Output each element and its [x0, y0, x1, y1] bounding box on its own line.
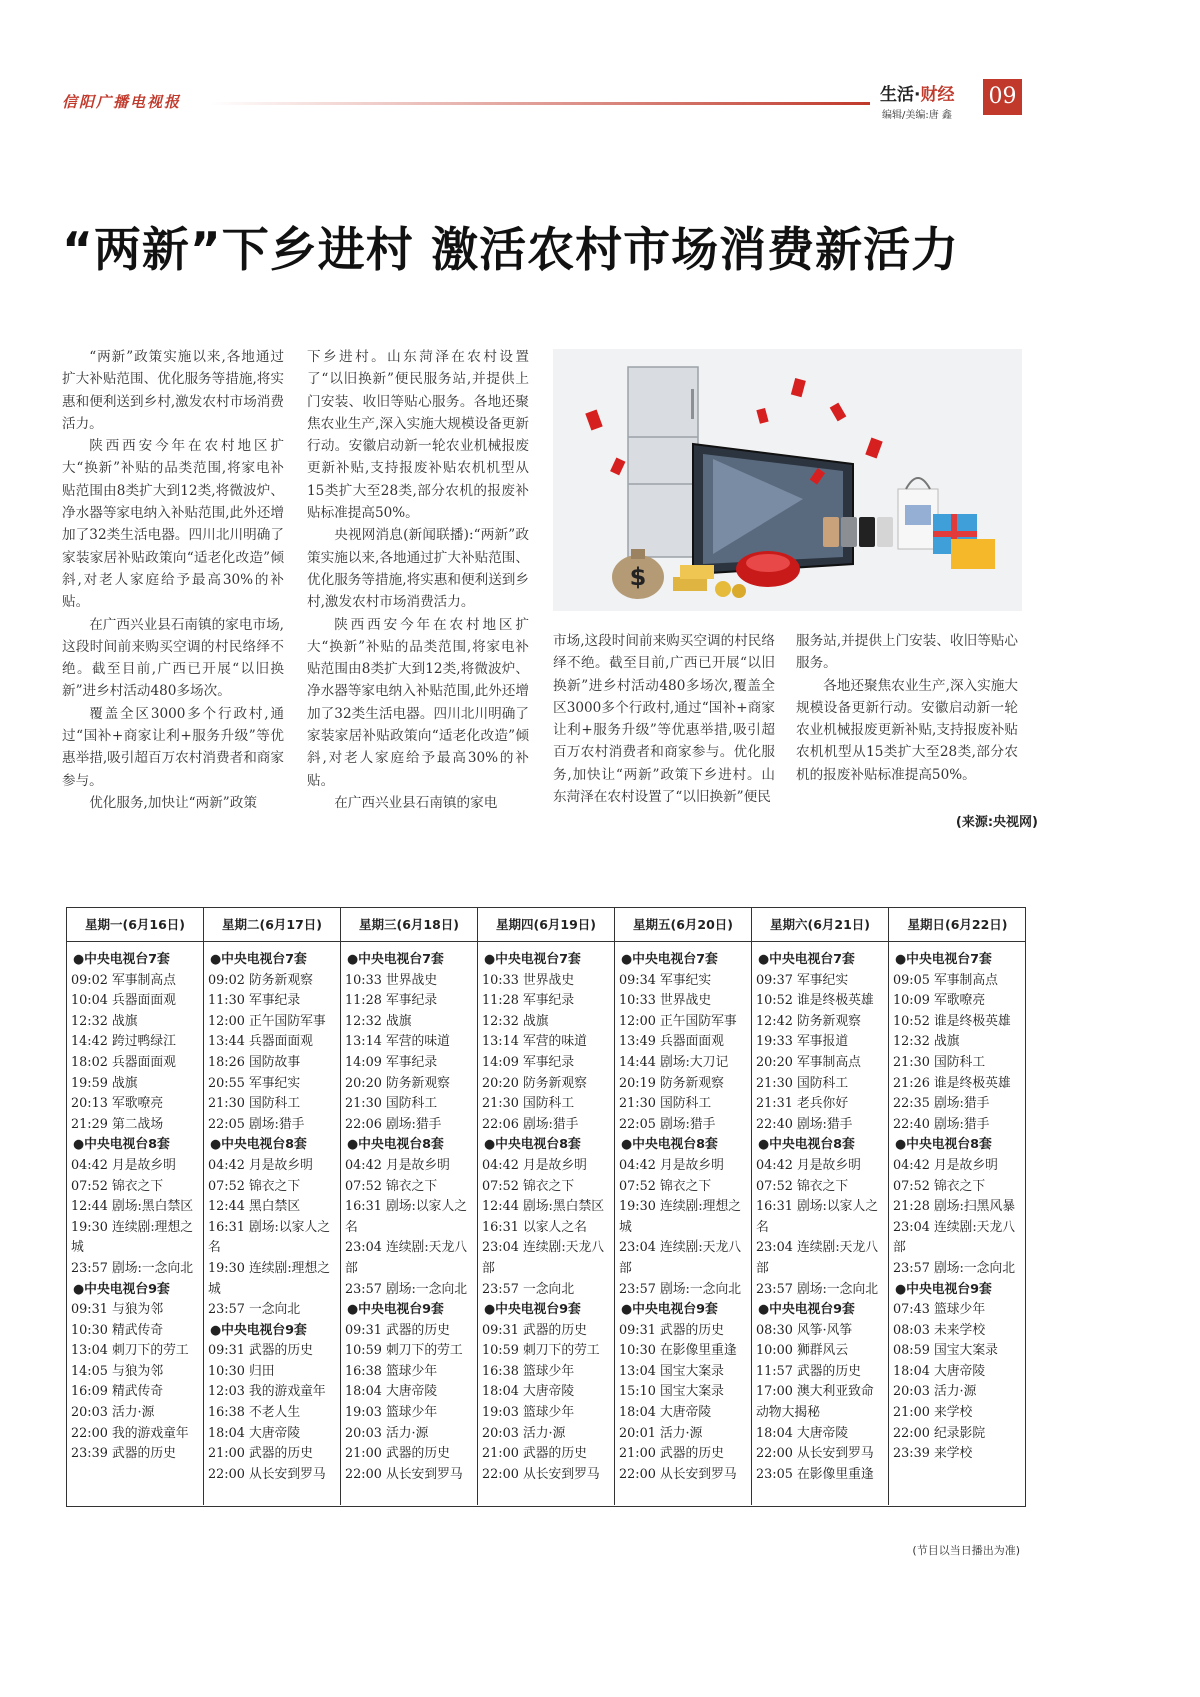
article-paragraph: 在广西兴业县石南镇的家电市场,这段时间前来购买空调的村民络绎不绝。截至目前,广西已开展“以旧换新”进乡村活动480多场次。: [62, 616, 284, 700]
program-listing: 12:42 防务新观察: [756, 1013, 861, 1029]
program-listing: 23:04 连续剧:天龙八部: [619, 1240, 742, 1276]
channel-name: ●中央电视台8套: [73, 1137, 170, 1153]
program-listing: 18:04 大唐帝陵: [893, 1363, 986, 1379]
program-listing: 09:37 军事纪实: [756, 972, 849, 988]
program-listing: 21:30 国防科工: [619, 1096, 712, 1112]
section-name-dot: ·: [914, 85, 921, 105]
program-listing: 23:04 连续剧:天龙八部: [345, 1240, 468, 1276]
program-listing: 11:28 军事纪录: [482, 993, 575, 1009]
program-listing: 20:03 活力·源: [893, 1384, 977, 1400]
program-listing: 09:34 军事纪实: [619, 972, 712, 988]
channel-name: ●中央电视台7套: [73, 952, 170, 967]
program-listing: 09:31 与狼为邻: [71, 1302, 164, 1318]
paper-name: 信阳广播电视报: [62, 93, 182, 111]
program-listing: 21:30 国防科工: [345, 1096, 438, 1112]
channel-name: ●中央电视台9套: [73, 1281, 170, 1297]
schedule-day-column: [204, 908, 341, 1505]
program-listing: 22:00 从长安到罗马: [208, 1466, 326, 1482]
program-listing: 04:42 月是故乡明: [71, 1157, 176, 1173]
article-paragraph: 服务站,并提供上门安装、收旧等贴心服务。: [796, 633, 1018, 672]
program-listing: 23:39 来学校: [893, 1446, 973, 1462]
svg-text:$: $: [629, 563, 647, 591]
channel-name: ●中央电视台7套: [895, 952, 992, 967]
program-listing: 10:30 精武传奇: [71, 1322, 164, 1338]
program-listing: 07:52 锦衣之下: [71, 1178, 164, 1194]
program-listing: 20:01 活力·源: [619, 1425, 703, 1441]
program-listing: 10:52 谁是终极英雄: [756, 993, 874, 1009]
program-listing: 20:55 军事纪实: [208, 1075, 301, 1091]
program-listing: 04:42 月是故乡明: [482, 1157, 587, 1173]
program-listing: 18:04 大唐帝陵: [345, 1384, 438, 1400]
program-listing: 22:00 从长安到罗马: [619, 1466, 737, 1482]
program-listing: 04:42 月是故乡明: [208, 1157, 313, 1173]
program-listing: 10:09 军歌嘹亮: [893, 993, 986, 1009]
program-listing: 19:30 连续剧:理想之城: [71, 1219, 194, 1256]
schedule-day-column: [341, 908, 478, 1505]
schedule-day-column: [67, 908, 204, 1505]
program-listing: 18:02 兵器面面观: [71, 1054, 176, 1070]
header-rule: [210, 102, 870, 105]
article-column-2: [307, 346, 529, 814]
program-listing: 13:44 兵器面面观: [208, 1034, 313, 1050]
program-listing: 16:31 剧场:以家人之名: [345, 1199, 468, 1235]
program-listing: 18:04 大唐帝陵: [619, 1405, 712, 1421]
program-listing: 07:52 锦衣之下: [756, 1178, 849, 1194]
schedule-day-column: [478, 908, 615, 1505]
program-listing: 22:40 剧场:猎手: [756, 1116, 853, 1132]
channel-name: ●中央电视台8套: [347, 1137, 444, 1153]
program-listing: 21:26 谁是终极英雄: [893, 1075, 1011, 1091]
program-listing: 14:09 军事纪录: [482, 1054, 575, 1070]
program-listing: 20:20 防务新观察: [482, 1075, 587, 1091]
program-listing: 10:30 在影像里重逢: [619, 1343, 737, 1359]
page-number: 09: [983, 79, 1022, 115]
program-listing: 18:04 大唐帝陵: [208, 1425, 301, 1441]
schedule-day-header: 星期日(6月22日): [889, 908, 1026, 942]
channel-name: ●中央电视台9套: [210, 1322, 307, 1338]
program-listing: 14:42 跨过鸭绿江: [71, 1034, 176, 1050]
channel-name: ●中央电视台7套: [484, 952, 581, 967]
program-listing: 19:03 篮球少年: [345, 1405, 438, 1421]
program-listing: 16:31 以家人之名: [482, 1219, 587, 1235]
article-paragraph: 央视网消息(新闻联播):“两新”政策实施以来,各地通过扩大补贴范围、优化服务等措施,将实惠和便利送到乡村,激发农村市场消费活力。: [307, 527, 529, 611]
program-listing: 09:02 军事制高点: [71, 972, 176, 988]
headline: “两新”下乡进村 激活农村市场消费新活力: [62, 223, 960, 278]
program-listing: 23:57 剧场:一念向北: [619, 1281, 742, 1297]
program-listing: 22:00 从长安到罗马: [345, 1466, 463, 1482]
program-listing: 18:04 大唐帝陵: [756, 1425, 849, 1441]
program-listing: 09:31 武器的历史: [208, 1343, 313, 1359]
program-listing: 11:28 军事纪录: [345, 993, 438, 1009]
program-listing: 13:04 刺刀下的劳工: [71, 1343, 189, 1359]
program-listing: 08:59 国宝大案录: [893, 1343, 998, 1359]
program-listing: 12:32 战旗: [345, 1013, 412, 1029]
program-listing: 21:00 武器的历史: [345, 1446, 450, 1462]
channel-name: ●中央电视台8套: [758, 1137, 855, 1153]
program-listing: 23:57 剧场:一念向北: [756, 1281, 879, 1297]
program-listing: 07:52 锦衣之下: [893, 1178, 986, 1194]
program-listing: 13:14 军营的味道: [482, 1034, 587, 1050]
program-listing: 10:59 刺刀下的劳工: [345, 1343, 463, 1359]
schedule-day-column: [615, 908, 752, 1505]
article-paragraph: 优化服务,加快让“两新”政策: [89, 794, 257, 811]
program-listing: 04:42 月是故乡明: [756, 1157, 861, 1173]
article-paragraph: 覆盖全区3000多个行政村,通过“国补+商家让利+服务升级”等优惠举措,吸引超百万农村消费者和商家参与。: [62, 705, 284, 789]
program-listing: 04:42 月是故乡明: [345, 1157, 450, 1173]
program-listing: 21:30 国防科工: [893, 1054, 986, 1070]
program-listing: 21:28 剧场:扫黑风暴: [893, 1199, 1016, 1215]
program-listing: 12:00 正午国防军事: [619, 1013, 737, 1029]
channel-name: ●中央电视台8套: [895, 1137, 992, 1153]
appliances-photo: [553, 349, 1022, 611]
program-listing: 10:52 谁是终极英雄: [893, 1013, 1011, 1029]
channel-name: ●中央电视台7套: [621, 952, 718, 967]
program-listing: 23:57 一念向北: [208, 1302, 301, 1318]
channel-name: ●中央电视台9套: [484, 1302, 581, 1318]
schedule-day-header: 星期二(6月17日): [204, 908, 340, 942]
program-listing: 16:38 不老人生: [208, 1405, 301, 1421]
program-listing: 09:31 武器的历史: [482, 1322, 587, 1338]
program-listing: 16:31 剧场:以家人之名: [208, 1219, 331, 1256]
program-listing: 10:59 刺刀下的劳工: [482, 1343, 600, 1359]
article-column-4: [796, 630, 1018, 786]
channel-name: ●中央电视台9套: [895, 1281, 992, 1297]
program-listing: 18:26 国防故事: [208, 1054, 301, 1070]
program-listing: 21:30 国防科工: [756, 1075, 849, 1091]
program-listing: 22:00 从长安到罗马: [756, 1446, 874, 1462]
program-listing: 19:03 篮球少年: [482, 1405, 575, 1421]
channel-name: ●中央电视台7套: [347, 952, 444, 967]
program-listing: 14:44 剧场:大刀记: [619, 1054, 729, 1070]
program-listing: 20:03 活力·源: [345, 1425, 429, 1441]
program-listing: 07:52 锦衣之下: [482, 1178, 575, 1194]
program-listing: 04:42 月是故乡明: [893, 1157, 998, 1173]
program-listing: 22:06 剧场:猎手: [482, 1116, 579, 1132]
channel-name: ●中央电视台7套: [758, 952, 855, 967]
article-source: (来源:央视网): [955, 815, 1038, 830]
program-listing: 13:49 兵器面面观: [619, 1034, 724, 1050]
channel-name: ●中央电视台8套: [484, 1137, 581, 1153]
program-listing: 16:31 剧场:以家人之名: [756, 1199, 879, 1235]
channel-name: ●中央电视台7套: [210, 952, 307, 967]
program-listing: 11:30 军事纪录: [208, 993, 301, 1009]
program-listing: 09:31 武器的历史: [619, 1322, 724, 1338]
schedule-day-header: 星期一(6月16日): [67, 908, 203, 942]
program-listing: 23:57 一念向北: [482, 1281, 575, 1297]
program-listing: 22:00 纪录影院: [893, 1425, 986, 1441]
program-listing: 20:03 活力·源: [482, 1425, 566, 1441]
program-listing: 15:10 国宝大案录: [619, 1384, 724, 1400]
program-listing: 09:05 军事制高点: [893, 972, 998, 988]
program-listing: 22:40 剧场:猎手: [893, 1116, 990, 1132]
program-listing: 10:33 世界战史: [482, 972, 575, 988]
program-listing: 13:04 国宝大案录: [619, 1363, 724, 1379]
schedule-day-header: 星期六(6月21日): [752, 908, 888, 942]
program-listing: 21:30 国防科工: [208, 1096, 301, 1112]
program-listing: 10:04 兵器面面观: [71, 993, 176, 1009]
program-listing: 16:38 篮球少年: [345, 1363, 438, 1379]
program-listing: 14:05 与狼为邻: [71, 1363, 164, 1379]
program-listing: 07:43 篮球少年: [893, 1302, 986, 1318]
program-listing: 12:32 战旗: [482, 1013, 549, 1029]
program-listing: 22:35 剧场:猎手: [893, 1096, 990, 1112]
program-listing: 12:03 我的游戏童年: [208, 1384, 326, 1400]
program-listing: 07:52 锦衣之下: [345, 1178, 438, 1194]
program-listing: 13:14 军营的味道: [345, 1034, 450, 1050]
article-paragraph: 陕西西安今年在农村地区扩大“换新”补贴的品类范围,将家电补贴范围由8类扩大到12类,将微波炉、净水器等家电纳入补贴范围,此外还增加了32类生活电器。四川北川明确了家装家居补贴政策向“适老化改造”倾斜,对老人家庭给予最高30%的补贴。: [62, 438, 284, 611]
channel-name: ●中央电视台8套: [621, 1137, 718, 1153]
schedule-footnote: (节目以当日播出为准): [912, 1544, 1020, 1557]
channel-name: ●中央电视台9套: [758, 1302, 855, 1318]
article-column-3: [553, 630, 775, 808]
program-listing: 12:44 剧场:黑白禁区: [71, 1199, 194, 1215]
section-name: [880, 80, 954, 105]
program-listing: 21:31 老兵你好: [756, 1096, 849, 1112]
program-listing: 20:20 防务新观察: [345, 1075, 450, 1091]
schedule-day-header: 星期三(6月18日): [341, 908, 477, 942]
article-paragraph: 下乡进村。山东菏泽在农村设置了“以旧换新”便民服务站,并提供上门安装、收旧等贴心服务。各地还聚焦农业生产,深入实施大规模设备更新行动。安徽启动新一轮农业机械报废更新补贴,支持报废补贴农机机型从15类扩大至28类,部分农机的报废补贴标准提高50%。: [307, 349, 529, 522]
section-name-part-b: 财经: [920, 85, 955, 105]
program-listing: 23:05 在影像里重逢: [756, 1466, 874, 1482]
program-listing: 23:39 武器的历史: [71, 1446, 176, 1462]
program-listing: 22:05 剧场:猎手: [208, 1116, 305, 1132]
program-listing: 12:32 战旗: [893, 1034, 960, 1050]
program-listing: 22:00 从长安到罗马: [482, 1466, 600, 1482]
program-listing: 21:00 武器的历史: [208, 1446, 313, 1462]
program-listing: 23:04 连续剧:天龙八部: [893, 1219, 1016, 1256]
editor-credit: 编辑/美编:唐 鑫: [882, 110, 952, 121]
program-listing: 20:20 军事制高点: [756, 1054, 861, 1070]
program-listing: 10:33 世界战史: [345, 972, 438, 988]
schedule-day-column: [752, 908, 889, 1505]
program-listing: 12:44 黑白禁区: [208, 1199, 301, 1215]
program-listing: 22:00 我的游戏童年: [71, 1425, 189, 1441]
program-listing: 07:52 锦衣之下: [619, 1178, 712, 1194]
program-listing: 23:57 剧场:一念向北: [71, 1260, 194, 1276]
program-listing: 18:04 大唐帝陵: [482, 1384, 575, 1400]
program-listing: 19:30 连续剧:理想之城: [619, 1199, 742, 1235]
program-listing: 20:19 防务新观察: [619, 1075, 724, 1091]
schedule-day-header: 星期五(6月20日): [615, 908, 751, 942]
schedule-day-header: 星期四(6月19日): [478, 908, 614, 942]
program-listing: 17:00 澳大利亚致命动物大揭秘: [756, 1384, 874, 1421]
program-listing: 16:09 精武传奇: [71, 1384, 164, 1400]
article-paragraph: 在广西兴业县石南镇的家电: [334, 794, 498, 811]
program-listing: 21:00 武器的历史: [619, 1446, 724, 1462]
section-name-part-a: 生活: [880, 85, 914, 105]
article-paragraph: “两新”政策实施以来,各地通过扩大补贴范围、优化服务等措施,将实惠和便利送到乡村,激发农村市场消费活力。: [62, 349, 284, 432]
program-listing: 08:30 风筝·风筝: [756, 1322, 853, 1338]
channel-name: ●中央电视台8套: [210, 1137, 307, 1153]
channel-name: ●中央电视台9套: [347, 1302, 444, 1318]
program-listing: 23:04 连续剧:天龙八部: [756, 1240, 879, 1276]
program-listing: 20:13 军歌嘹亮: [71, 1096, 164, 1112]
program-listing: 10:00 狮群风云: [756, 1343, 849, 1359]
program-listing: 09:02 防务新观察: [208, 972, 313, 988]
program-listing: 14:09 军事纪录: [345, 1054, 438, 1070]
program-listing: 16:38 篮球少年: [482, 1363, 575, 1379]
article-paragraph: 陕西西安今年在农村地区扩大“换新”补贴的品类范围,将家电补贴范围由8类扩大到12类,将微波炉、净水器等家电纳入补贴范围,此外还增加了32类生活电器。四川北川明确了家装家居补贴政策向“适老化改造”倾斜,对老人家庭给予最高30%的补贴。: [307, 616, 529, 789]
program-listing: 10:30 归田: [208, 1363, 275, 1379]
article-paragraph: 各地还聚焦农业生产,深入实施大规模设备更新行动。安徽启动新一轮农业机械报废更新补贴,支持报废补贴农机机型从15类扩大至28类,部分农机的报废补贴标准提高50%。: [796, 677, 1018, 783]
program-listing: 12:00 正午国防军事: [208, 1013, 326, 1029]
program-listing: 12:44 剧场:黑白禁区: [482, 1199, 605, 1215]
tv-schedule-table: [66, 907, 1026, 1507]
program-listing: 19:59 战旗: [71, 1075, 138, 1091]
program-listing: 11:57 武器的历史: [756, 1363, 861, 1379]
program-listing: 22:06 剧场:猎手: [345, 1116, 442, 1132]
program-listing: 10:33 世界战史: [619, 993, 712, 1009]
program-listing: 19:30 连续剧:理想之城: [208, 1260, 331, 1297]
article-column-1: [62, 346, 284, 814]
article-paragraph: 市场,这段时间前来购买空调的村民络绎不绝。截至目前,广西已开展“以旧换新”进乡村活动480多场次,覆盖全区3000多个行政村,通过“国补+商家让利+服务升级”等优惠举措,吸引超百万农村消费者和商家参与。优化服务,加快让“两新”政策下乡进村。山东菏泽在农村设置了“以旧换新”便民: [553, 633, 775, 806]
schedule-day-column: [889, 908, 1026, 1505]
program-listing: 08:03 未来学校: [893, 1322, 986, 1338]
program-listing: 20:03 活力·源: [71, 1405, 155, 1421]
program-listing: 23:57 剧场:一念向北: [893, 1260, 1016, 1276]
program-listing: 04:42 月是故乡明: [619, 1157, 724, 1173]
program-listing: 21:29 第二战场: [71, 1116, 164, 1132]
channel-name: ●中央电视台9套: [621, 1302, 718, 1318]
program-listing: 09:31 武器的历史: [345, 1322, 450, 1338]
program-listing: 22:05 剧场:猎手: [619, 1116, 716, 1132]
program-listing: 21:00 来学校: [893, 1405, 973, 1421]
appliances-illustration: [553, 349, 1022, 611]
program-listing: 21:30 国防科工: [482, 1096, 575, 1112]
program-listing: 12:32 战旗: [71, 1013, 138, 1029]
program-listing: 23:04 连续剧:天龙八部: [482, 1240, 605, 1276]
program-listing: 23:57 剧场:一念向北: [345, 1281, 468, 1297]
program-listing: 19:33 军事报道: [756, 1034, 849, 1050]
program-listing: 07:52 锦衣之下: [208, 1178, 301, 1194]
program-listing: 21:00 武器的历史: [482, 1446, 587, 1462]
